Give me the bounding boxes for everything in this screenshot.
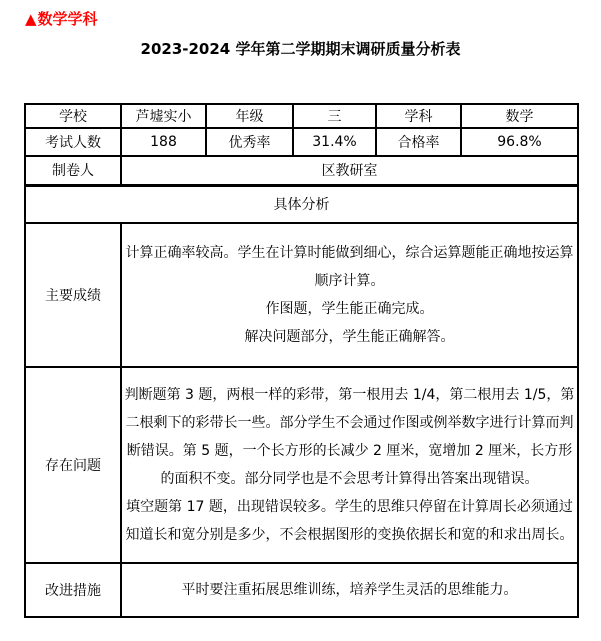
paragraph: 计算正确率较高。学生在计算时能做到细心，综合运算题能正确地按运算顺序计算。 [125,245,574,289]
paragraph: 平时要注重拓展思维训练，培养学生灵活的思维能力。 [181,582,518,598]
cell-paper-maker-value: 区教研室 [121,156,578,185]
table-row [25,156,578,185]
table-row [25,223,578,367]
cell-section-header: 具体分析 [25,185,578,223]
cell-pass-rate-value: 96.8% [461,128,578,156]
category-label-text: 数学学科 [37,10,98,28]
triangle-bullet-icon: ▲ [25,10,37,28]
cell-subject-value: 数学 [461,104,578,128]
cell-school-value: 芦墟实小 [121,104,206,128]
paragraph: 判断题第 3 题，两根一样的彩带，第一根用去 1/4，第二根用去 1/5，第二根剩下的彩带长一些。部分学生不会通过作图或例举数字进行计算而判断错误。第 5 题，一个长方形的长减少 2 厘米，宽增加 2 厘米，长方形的面积不变。部分同学也是不会思考计算得出答案出现错误。 [124,387,575,487]
table-row [25,104,578,128]
cell-excellent-rate-value: 31.4% [293,128,376,156]
table-row [25,367,578,563]
cell-improvements-label: 改进措施 [25,563,121,617]
category-label [25,8,98,29]
page-title: 2023-2024 学年第二学期期末调研质量分析表 [140,40,461,58]
table-row [25,563,578,617]
cell-pass-rate-label: 合格率 [376,128,461,156]
cell-grade-label: 年级 [206,104,293,128]
cell-examinees-label: 考试人数 [25,128,121,156]
cell-achievements-label: 主要成绩 [25,223,121,367]
cell-school-label: 学校 [25,104,121,128]
table-row [25,185,578,223]
cell-excellent-rate-label: 优秀率 [206,128,293,156]
table-row [25,128,578,156]
cell-achievements-content [121,223,578,367]
cell-problems-label: 存在问题 [25,367,121,563]
cell-paper-maker-label: 制卷人 [25,156,121,185]
cell-problems-content [121,367,578,563]
paragraph: 解决问题部分，学生能正确解答。 [244,329,455,345]
cell-grade-value: 三 [293,104,376,128]
analysis-table [24,103,579,618]
cell-subject-label: 学科 [376,104,461,128]
cell-improvements-content [121,563,578,617]
paragraph: 作图题，学生能正确完成。 [265,301,434,317]
paragraph: 填空题第 17 题，出现错误较多。学生的思维只停留在计算周长必须通过知道长和宽分别是多少，不会根据图形的变换依据长和宽的和求出周长。 [125,499,574,543]
cell-examinees-value: 188 [121,128,206,156]
